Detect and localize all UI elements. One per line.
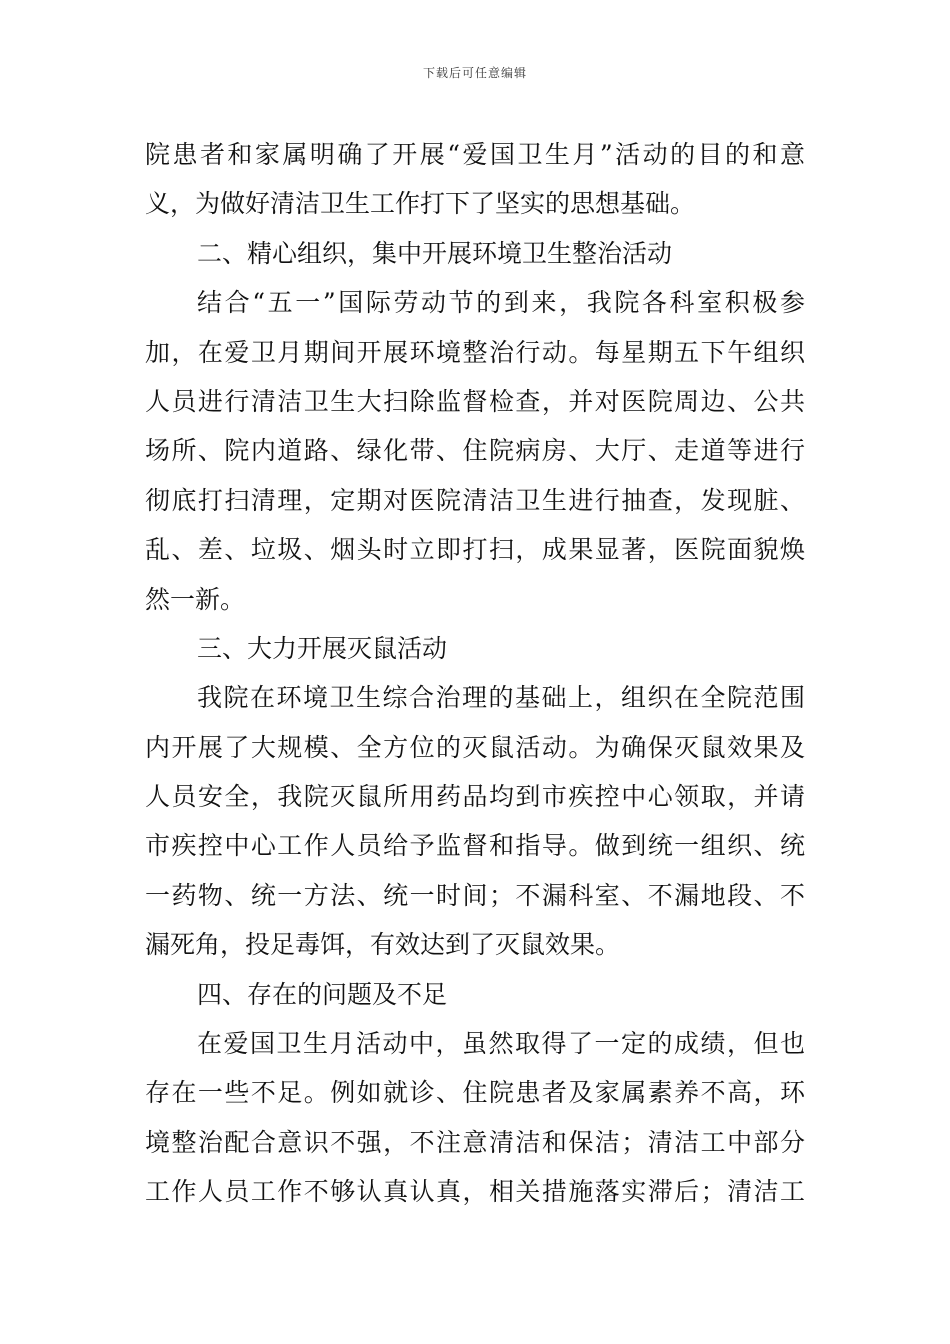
text-line: 境整治配合意识不强，不注意清洁和保洁；清洁工中部分 [145, 1127, 805, 1157]
text-line: 然一新。 [145, 584, 246, 614]
section-heading: 二、精心组织，集中开展环境卫生整治活动 [197, 238, 673, 268]
document-body [145, 130, 805, 1217]
text-line: 加，在爱卫月期间开展环境整治行动。每星期五下午组织 [145, 337, 805, 367]
text-line: 场所、院内道路、绿化带、住院病房、大厅、走道等进行 [145, 436, 805, 466]
section-heading: 三、大力开展灭鼠活动 [197, 633, 448, 663]
text-line: 在爱国卫生月活动中，虽然取得了一定的成绩，但也 [197, 1029, 805, 1059]
text-line: 我院在环境卫生综合治理的基础上，组织在全院范围 [197, 683, 805, 713]
text-line: 结合“五一”国际劳动节的到来，我院各科室积极参 [197, 288, 805, 318]
text-line: 院患者和家属明确了开展“爱国卫生月”活动的目的和意 [145, 140, 805, 169]
text-line: 乱、差、垃圾、烟头时立即打扫，成果显著，医院面貌焕 [145, 535, 805, 565]
text-line: 人员进行清洁卫生大扫除监督检查，并对医院周边、公共 [145, 386, 805, 416]
text-line: 彻底打扫清理，定期对医院清洁卫生进行抽查，发现脏、 [145, 485, 805, 515]
text-line: 存在一些不足。例如就诊、住院患者及家属素养不高，环 [145, 1078, 805, 1108]
text-line: 市疾控中心工作人员给予监督和指导。做到统一组织、统 [145, 831, 805, 861]
text-line: 内开展了大规模、全方位的灭鼠活动。为确保灭鼠效果及 [145, 732, 805, 762]
section-heading: 四、存在的问题及不足 [197, 979, 448, 1009]
page-header: 下载后可任意编辑 [422, 66, 527, 80]
text-line: 义，为做好清洁卫生工作打下了坚实的思想基础。 [145, 189, 696, 219]
text-line: 人员安全，我院灭鼠所用药品均到市疾控中心领取，并请 [145, 782, 805, 812]
text-line: 一药物、统一方法、统一时间；不漏科室、不漏地段、不 [145, 880, 805, 910]
text-line: 工作人员工作不够认真认真，相关措施落实滞后；清洁工 [145, 1177, 805, 1207]
text-line: 漏死角，投足毒饵，有效达到了灭鼠效果。 [145, 930, 621, 960]
